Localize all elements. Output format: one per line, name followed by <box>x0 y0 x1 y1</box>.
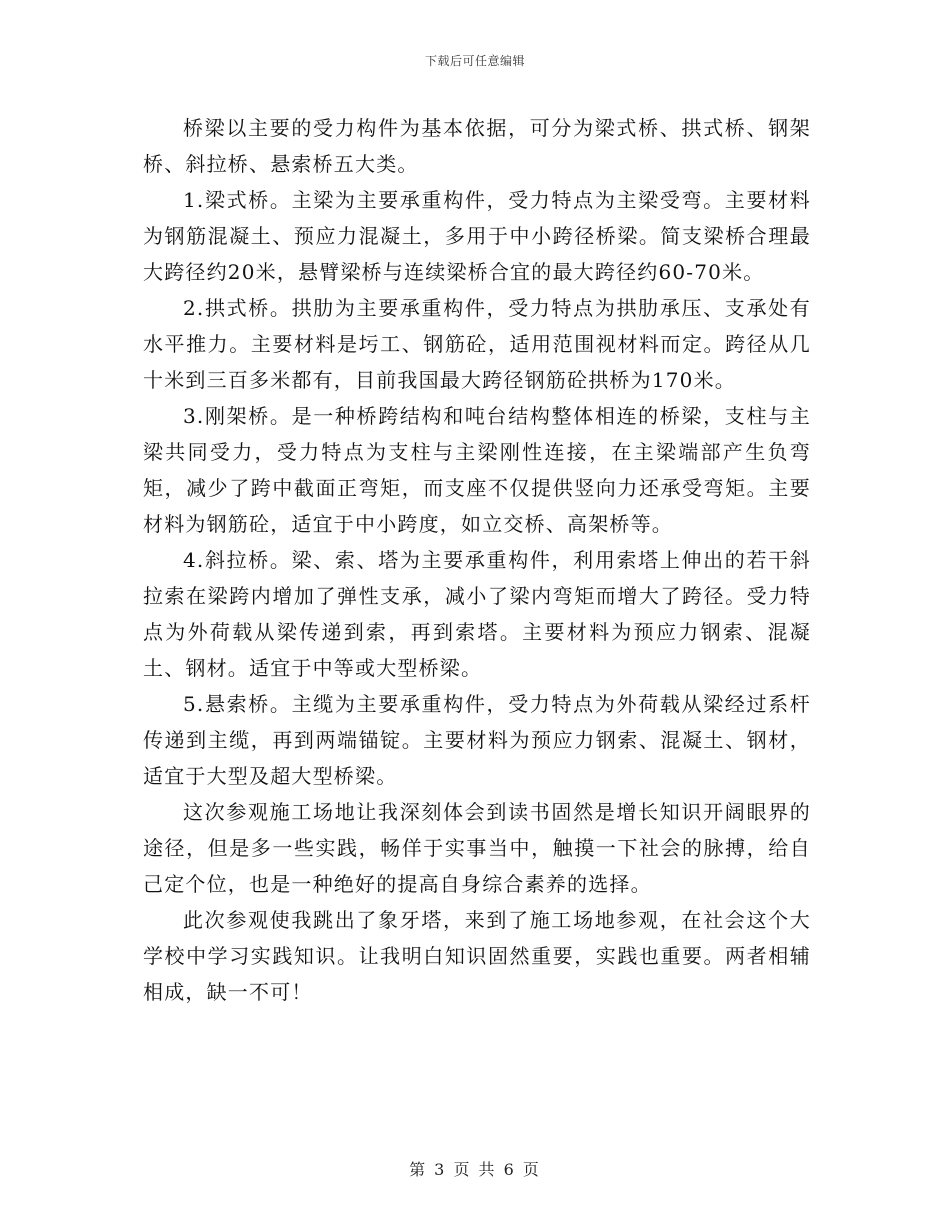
paragraph-conclusion: 此次参观使我跳出了象牙塔，来到了施工场地参观，在社会这个大学校中学习实践知识。让我明白知识固然重要，实践也重要。两者相辅相成，缺一不可！ <box>143 908 811 1004</box>
paragraph-cable-stayed-bridge: 4.斜拉桥。梁、索、塔为主要承重构件，利用索塔上伸出的若干斜拉索在梁跨内增加了弹性支承，减小了梁内弯矩而增大了跨径。受力特点为外荷载从梁传递到索，再到索塔。主要材料为预应力钢索、混凝土、钢材。适宜于中等或大型桥梁。 <box>143 548 811 680</box>
paragraph-rigid-frame-bridge: 3.刚架桥。是一种桥跨结构和吨台结构整体相连的桥梁，支柱与主梁共同受力，受力特点为支柱与主梁刚性连接，在主梁端部产生负弯矩，减少了跨中截面正弯矩，而支座不仅提供竖向力还承受弯矩。主要材料为钢筋砼，适宜于中小跨度，如立交桥、高架桥等。 <box>143 404 811 536</box>
document-body <box>143 110 811 1010</box>
paragraph-arch-bridge: 2.拱式桥。拱肋为主要承重构件，受力特点为拱肋承压、支承处有水平推力。主要材料是圬工、钢筋砼，适用范围视材料而定。跨径从几十米到三百多米都有，目前我国最大跨径钢筋砼拱桥为170米。 <box>143 296 811 392</box>
page-number: 第 3 页 共 6 页 <box>409 1160 541 1179</box>
paragraph-suspension-bridge: 5.悬索桥。主缆为主要承重构件，受力特点为外荷载从梁经过系杆传递到主缆，再到两端锚锭。主要材料为预应力钢索、混凝土、钢材，适宜于大型及超大型桥梁。 <box>143 692 811 788</box>
paragraph-intro: 桥梁以主要的受力构件为基本依据，可分为梁式桥、拱式桥、钢架桥、斜拉桥、悬索桥五大类。 <box>143 116 811 176</box>
paragraph-reflection: 这次参观施工场地让我深刻体会到读书固然是增长知识开阔眼界的途径，但是多一些实践，畅佯于实事当中，触摸一下社会的脉搏，给自己定个位，也是一种绝好的提高自身综合素养的选择。 <box>143 800 811 896</box>
paragraph-beam-bridge: 1.梁式桥。主梁为主要承重构件，受力特点为主梁受弯。主要材料为钢筋混凝土、预应力混凝土，多用于中小跨径桥梁。简支梁桥合理最大跨径约20米，悬臂梁桥与连续梁桥合宜的最大跨径约60-70米。 <box>143 188 811 284</box>
page-header: 下载后可任意编辑 <box>424 54 525 68</box>
